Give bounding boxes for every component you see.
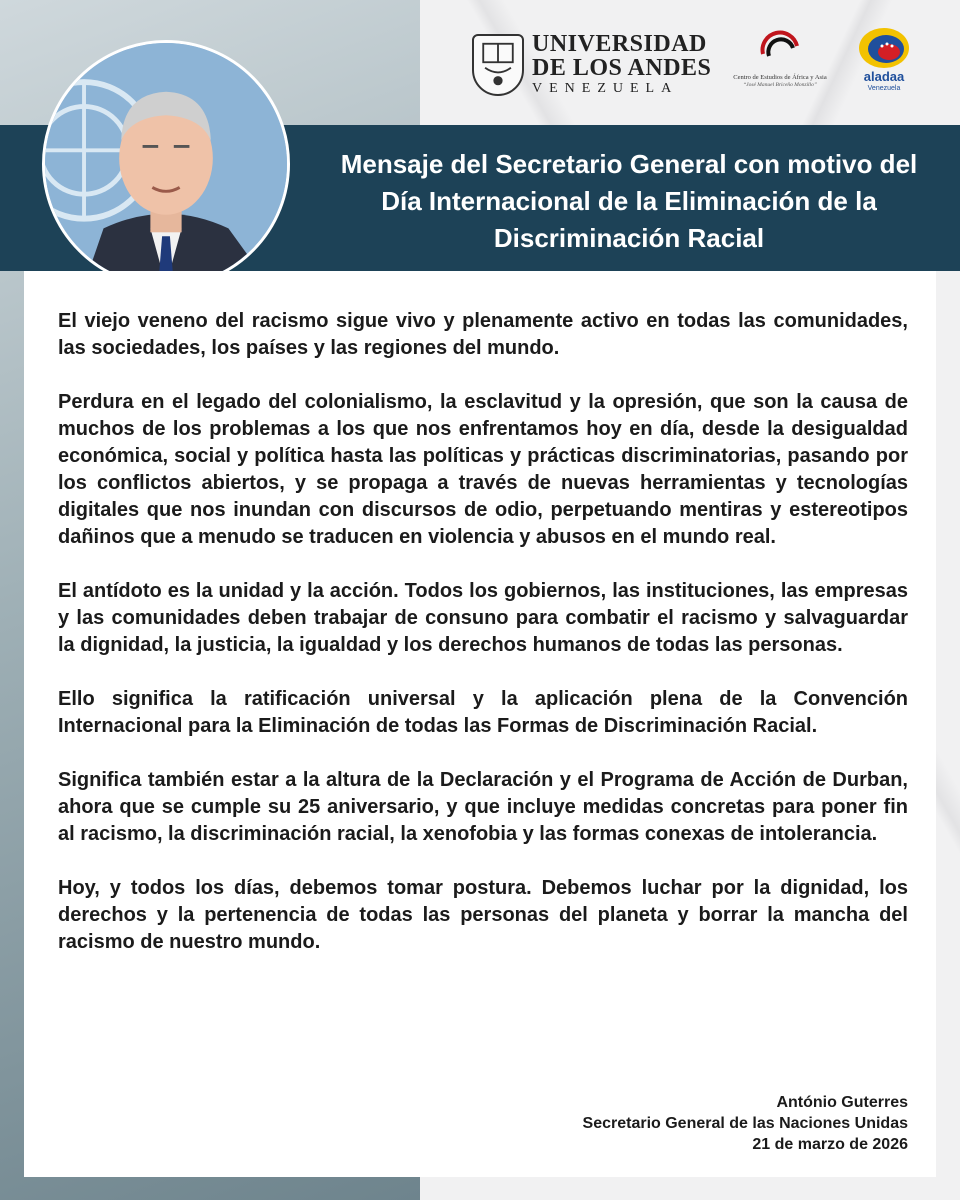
paragraph: Significa también estar a la altura de la Declaración y el Programa de Acción de Durban, ahora que se cumple su 25 aniversario, y que incluye medidas concretas para poner fin al racismo, la discriminación racial, la xenofobia y las formas conexas de intolerancia. bbox=[58, 769, 908, 845]
ceaa-emblem-icon bbox=[757, 26, 803, 72]
page-title bbox=[300, 146, 958, 257]
title-line2: Día Internacional de la Eliminación de la bbox=[381, 186, 877, 216]
ula-line1: UNIVERSIDAD bbox=[532, 31, 707, 57]
ula-crest-icon bbox=[472, 34, 524, 96]
ula-line3: VENEZUELA bbox=[532, 81, 679, 96]
paragraph: El antídoto es la unidad y la acción. Todos los gobiernos, las instituciones, las empresas y las comunidades deben trabajar de consuno para combatir el racismo y salvaguardar la dignidad, la justicia, la igualdad y los derechos humanos de todas las personas. bbox=[58, 580, 908, 656]
paragraph: Ello significa la ratificación universal y la aplicación plena de la Convención Internacional para la Eliminación de todas las Formas de Discriminación Racial. bbox=[58, 688, 908, 737]
title-line1: Mensaje del Secretario General con motivo del bbox=[340, 149, 918, 179]
paragraph: Perdura en el legado del colonialismo, la esclavitud y la opresión, que son la causa de muchos de los problemas a los que nos enfrentamos hoy en día, desde la desigualdad económica, social y política hasta las políticas y prácticas discriminatorias, pasando por los conflictos abiertos, y se propaga a través de nuevas herramientas y tecnologías digitales que nos inundan con discursos de odio, perpetuando mentiras y estereotipos dañinos que a menudo se traducen en violencia y abusos en el mundo real. bbox=[58, 391, 908, 548]
ceaa-line2: “José Manuel Briceño Monzillo” bbox=[743, 82, 817, 88]
signature-role: Secretario General de las Naciones Unidas bbox=[582, 1115, 908, 1132]
aladaa-logo bbox=[854, 26, 914, 93]
signature-date: 21 de marzo de 2026 bbox=[752, 1136, 908, 1153]
ceaa-line1: Centro de Estudios de África y Asia bbox=[733, 74, 827, 81]
signature-block bbox=[583, 1092, 908, 1155]
portrait-photo bbox=[42, 40, 290, 288]
ceaa-logo bbox=[732, 26, 828, 89]
aladaa-emblem-icon bbox=[857, 26, 911, 70]
ula-line2: DE LOS ANDES bbox=[532, 55, 712, 81]
logo-bar bbox=[470, 20, 950, 110]
message-body bbox=[58, 308, 908, 956]
signature-name: António Guterres bbox=[776, 1094, 908, 1111]
ula-wordmark bbox=[532, 32, 711, 98]
title-line3: Discriminación Racial bbox=[493, 223, 765, 253]
paragraph: El viejo veneno del racismo sigue vivo y plenamente activo en todas las comunidades, las sociedades, los países y las regiones del mundo. bbox=[58, 310, 908, 359]
aladaa-name: aladaa bbox=[863, 69, 905, 84]
paragraph: Hoy, y todos los días, debemos tomar postura. Debemos luchar por la dignidad, los derechos y la pertenencia de todas las personas del planeta y borrar la mancha del racismo de nuestro mundo. bbox=[58, 877, 908, 953]
aladaa-country: Venezuela bbox=[867, 85, 901, 92]
